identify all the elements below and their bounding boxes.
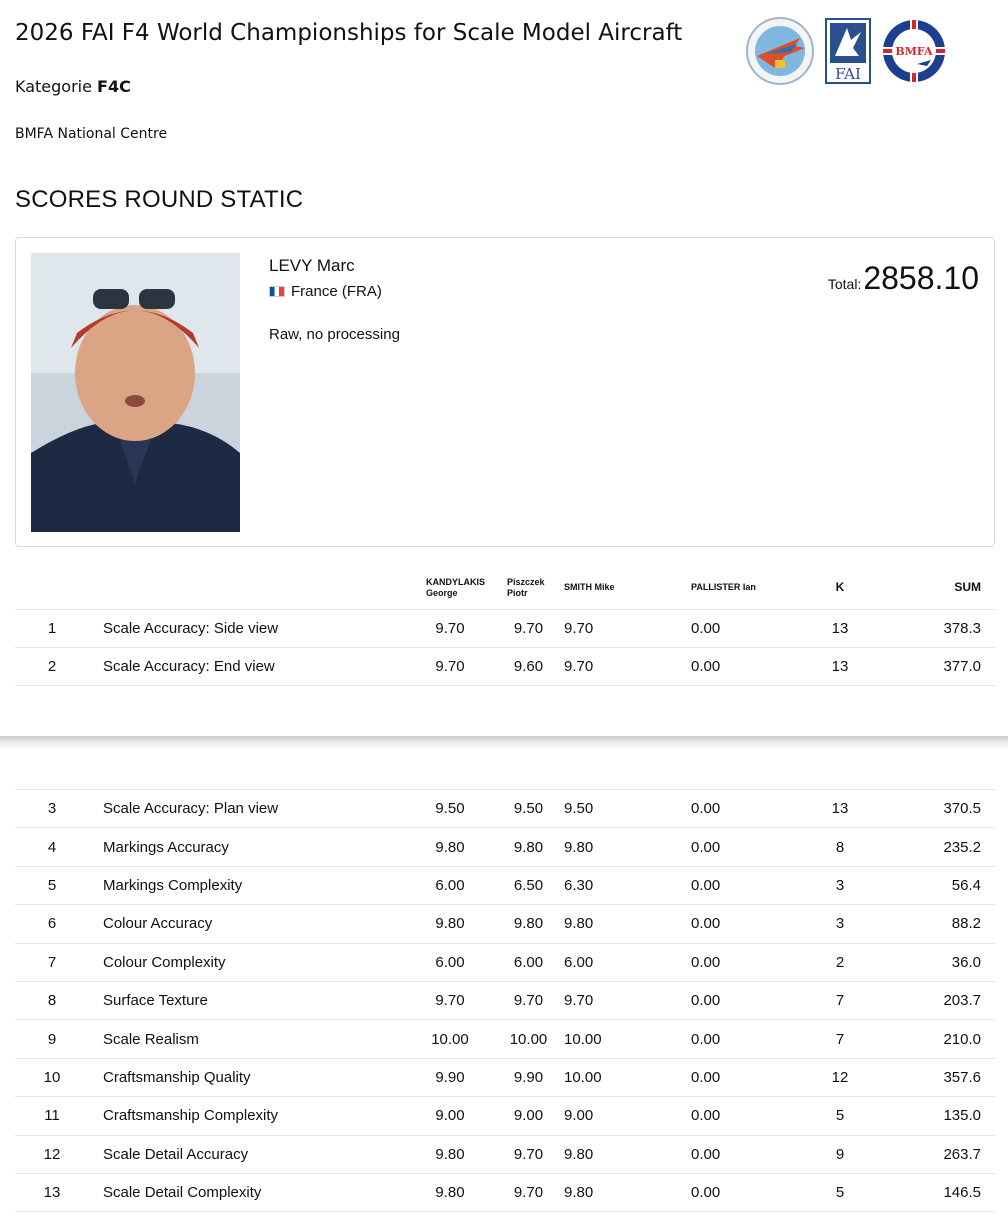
logos bbox=[745, 15, 955, 87]
row-score-judge3: 6.30 bbox=[562, 866, 689, 904]
page-break-shadow bbox=[0, 736, 1008, 750]
row-number: 6 bbox=[15, 905, 85, 943]
row-score-judge2: 9.70 bbox=[495, 609, 562, 647]
table-row bbox=[15, 1135, 995, 1173]
row-score-judge1: 9.00 bbox=[405, 1097, 495, 1135]
row-sum: 88.2 bbox=[871, 905, 995, 943]
header-sum: SUM bbox=[954, 580, 981, 595]
row-score-judge2: 9.80 bbox=[495, 828, 562, 866]
row-number: 3 bbox=[15, 790, 85, 828]
header-judge2: Piszczek Piotr bbox=[507, 576, 545, 598]
row-score-judge3: 9.00 bbox=[562, 1097, 689, 1135]
row-score-judge4: 0.00 bbox=[689, 790, 809, 828]
scores-table-bottom bbox=[15, 789, 995, 1212]
round-title: SCORES ROUND STATIC bbox=[15, 186, 304, 213]
row-score-judge3: 6.00 bbox=[562, 943, 689, 981]
table-row bbox=[15, 1173, 995, 1211]
row-score-judge4: 0.00 bbox=[689, 1135, 809, 1173]
row-score-judge3: 9.80 bbox=[562, 905, 689, 943]
row-score-judge2: 9.50 bbox=[495, 790, 562, 828]
row-score-judge1: 9.80 bbox=[405, 828, 495, 866]
row-score-judge4: 0.00 bbox=[689, 905, 809, 943]
row-k-factor: 13 bbox=[809, 790, 871, 828]
row-sum: 378.3 bbox=[871, 609, 995, 647]
row-sum: 56.4 bbox=[871, 866, 995, 904]
row-k-factor: 9 bbox=[809, 1135, 871, 1173]
row-sum: 135.0 bbox=[871, 1097, 995, 1135]
kategorie bbox=[15, 77, 131, 96]
total bbox=[828, 260, 979, 297]
competitor-photo bbox=[31, 253, 240, 532]
row-score-judge3: 9.70 bbox=[562, 981, 689, 1019]
row-criterion: Colour Accuracy bbox=[85, 905, 405, 943]
row-number: 11 bbox=[15, 1097, 85, 1135]
row-sum: 36.0 bbox=[871, 943, 995, 981]
row-k-factor: 3 bbox=[809, 905, 871, 943]
competitor-country bbox=[269, 283, 382, 300]
row-score-judge4: 0.00 bbox=[689, 647, 809, 685]
row-k-factor: 3 bbox=[809, 866, 871, 904]
fai-logo-text: FAI bbox=[835, 65, 861, 83]
row-sum: 377.0 bbox=[871, 647, 995, 685]
total-label: Total: bbox=[827, 276, 862, 292]
row-sum: 203.7 bbox=[871, 981, 995, 1019]
row-sum: 357.6 bbox=[871, 1058, 995, 1096]
row-k-factor: 7 bbox=[809, 1020, 871, 1058]
row-score-judge1: 9.70 bbox=[405, 981, 495, 1019]
row-score-judge2: 6.00 bbox=[495, 943, 562, 981]
page-title: 2026 FAI F4 World Championships for Scale Model Aircraft bbox=[15, 20, 683, 46]
row-number: 2 bbox=[15, 647, 85, 685]
row-score-judge1: 9.70 bbox=[405, 647, 495, 685]
row-score-judge4: 0.00 bbox=[689, 866, 809, 904]
row-score-judge1: 9.50 bbox=[405, 790, 495, 828]
row-k-factor: 8 bbox=[809, 828, 871, 866]
row-number: 4 bbox=[15, 828, 85, 866]
row-sum: 263.7 bbox=[871, 1135, 995, 1173]
header-num bbox=[15, 567, 85, 609]
row-k-factor: 13 bbox=[809, 609, 871, 647]
row-score-judge2: 10.00 bbox=[495, 1020, 562, 1058]
row-criterion: Scale Accuracy: End view bbox=[85, 647, 405, 685]
row-criterion: Colour Complexity bbox=[85, 943, 405, 981]
row-score-judge3: 10.00 bbox=[562, 1020, 689, 1058]
row-score-judge4: 0.00 bbox=[689, 943, 809, 981]
row-criterion: Craftsmanship Complexity bbox=[85, 1097, 405, 1135]
row-number: 5 bbox=[15, 866, 85, 904]
row-score-judge1: 6.00 bbox=[405, 943, 495, 981]
row-sum: 146.5 bbox=[871, 1173, 995, 1211]
table-row bbox=[15, 1058, 995, 1096]
row-sum: 235.2 bbox=[871, 828, 995, 866]
row-number: 13 bbox=[15, 1173, 85, 1211]
row-score-judge1: 10.00 bbox=[405, 1020, 495, 1058]
row-score-judge1: 9.90 bbox=[405, 1058, 495, 1096]
row-score-judge3: 9.80 bbox=[562, 828, 689, 866]
row-score-judge4: 0.00 bbox=[689, 828, 809, 866]
row-criterion: Craftsmanship Quality bbox=[85, 1058, 405, 1096]
row-number: 8 bbox=[15, 981, 85, 1019]
row-criterion: Scale Realism bbox=[85, 1020, 405, 1058]
table-row bbox=[15, 981, 995, 1019]
header-judge4: PALLISTER Ian bbox=[691, 582, 756, 593]
row-criterion: Markings Accuracy bbox=[85, 828, 405, 866]
competitor-name: LEVY Marc bbox=[269, 256, 355, 275]
table-row bbox=[15, 647, 995, 685]
row-score-judge2: 9.70 bbox=[495, 1173, 562, 1211]
row-sum: 210.0 bbox=[871, 1020, 995, 1058]
championship-logo-icon bbox=[745, 16, 815, 86]
competitor-card bbox=[15, 237, 995, 547]
competitor-note: Raw, no processing bbox=[269, 326, 400, 343]
row-k-factor: 12 bbox=[809, 1058, 871, 1096]
bmfa-logo-icon bbox=[881, 18, 947, 84]
scores-table-top bbox=[15, 567, 995, 686]
row-score-judge1: 9.80 bbox=[405, 1135, 495, 1173]
fai-logo-icon bbox=[825, 18, 871, 84]
row-criterion: Surface Texture bbox=[85, 981, 405, 1019]
row-score-judge3: 9.80 bbox=[562, 1173, 689, 1211]
row-number: 10 bbox=[15, 1058, 85, 1096]
row-score-judge3: 9.70 bbox=[562, 609, 689, 647]
header-judge3: SMITH Mike bbox=[564, 582, 615, 593]
row-score-judge2: 9.70 bbox=[495, 1135, 562, 1173]
row-k-factor: 5 bbox=[809, 1097, 871, 1135]
row-score-judge4: 0.00 bbox=[689, 981, 809, 1019]
row-k-factor: 2 bbox=[809, 943, 871, 981]
row-score-judge2: 9.70 bbox=[495, 981, 562, 1019]
row-score-judge1: 9.80 bbox=[405, 905, 495, 943]
row-score-judge2: 9.80 bbox=[495, 905, 562, 943]
row-number: 9 bbox=[15, 1020, 85, 1058]
kategorie-value: F4C bbox=[97, 77, 131, 96]
row-score-judge4: 0.00 bbox=[689, 1173, 809, 1211]
france-flag-icon bbox=[269, 286, 285, 297]
table-header-row bbox=[15, 567, 995, 609]
row-score-judge4: 0.00 bbox=[689, 1097, 809, 1135]
header-criterion bbox=[85, 567, 405, 609]
row-sum: 370.5 bbox=[871, 790, 995, 828]
table-row bbox=[15, 905, 995, 943]
row-criterion: Scale Detail Complexity bbox=[85, 1173, 405, 1211]
total-value: 2858.10 bbox=[863, 260, 979, 296]
row-number: 12 bbox=[15, 1135, 85, 1173]
row-criterion: Scale Accuracy: Plan view bbox=[85, 790, 405, 828]
table-row bbox=[15, 828, 995, 866]
row-k-factor: 13 bbox=[809, 647, 871, 685]
bmfa-logo-text: BMFA bbox=[895, 45, 933, 58]
row-score-judge2: 9.60 bbox=[495, 647, 562, 685]
table-row bbox=[15, 1097, 995, 1135]
row-score-judge2: 6.50 bbox=[495, 866, 562, 904]
row-score-judge3: 9.50 bbox=[562, 790, 689, 828]
table-row bbox=[15, 866, 995, 904]
row-score-judge4: 0.00 bbox=[689, 609, 809, 647]
table-row bbox=[15, 790, 995, 828]
row-score-judge2: 9.90 bbox=[495, 1058, 562, 1096]
row-score-judge3: 9.70 bbox=[562, 647, 689, 685]
row-score-judge1: 6.00 bbox=[405, 866, 495, 904]
kategorie-label: Kategorie bbox=[15, 77, 92, 96]
row-score-judge3: 10.00 bbox=[562, 1058, 689, 1096]
country-label: France (FRA) bbox=[291, 283, 382, 300]
table-row bbox=[15, 609, 995, 647]
header-k: K bbox=[835, 580, 845, 595]
row-number: 1 bbox=[15, 609, 85, 647]
row-score-judge2: 9.00 bbox=[495, 1097, 562, 1135]
row-score-judge3: 9.80 bbox=[562, 1135, 689, 1173]
row-score-judge4: 0.00 bbox=[689, 1020, 809, 1058]
table-row bbox=[15, 1020, 995, 1058]
header-judge1: KANDYLAKIS George bbox=[426, 576, 486, 598]
row-score-judge1: 9.70 bbox=[405, 609, 495, 647]
row-number: 7 bbox=[15, 943, 85, 981]
venue: BMFA National Centre bbox=[15, 126, 168, 142]
row-criterion: Markings Complexity bbox=[85, 866, 405, 904]
row-k-factor: 7 bbox=[809, 981, 871, 1019]
row-criterion: Scale Detail Accuracy bbox=[85, 1135, 405, 1173]
row-score-judge1: 9.80 bbox=[405, 1173, 495, 1211]
table-row bbox=[15, 943, 995, 981]
row-k-factor: 5 bbox=[809, 1173, 871, 1211]
row-criterion: Scale Accuracy: Side view bbox=[85, 609, 405, 647]
row-score-judge4: 0.00 bbox=[689, 1058, 809, 1096]
